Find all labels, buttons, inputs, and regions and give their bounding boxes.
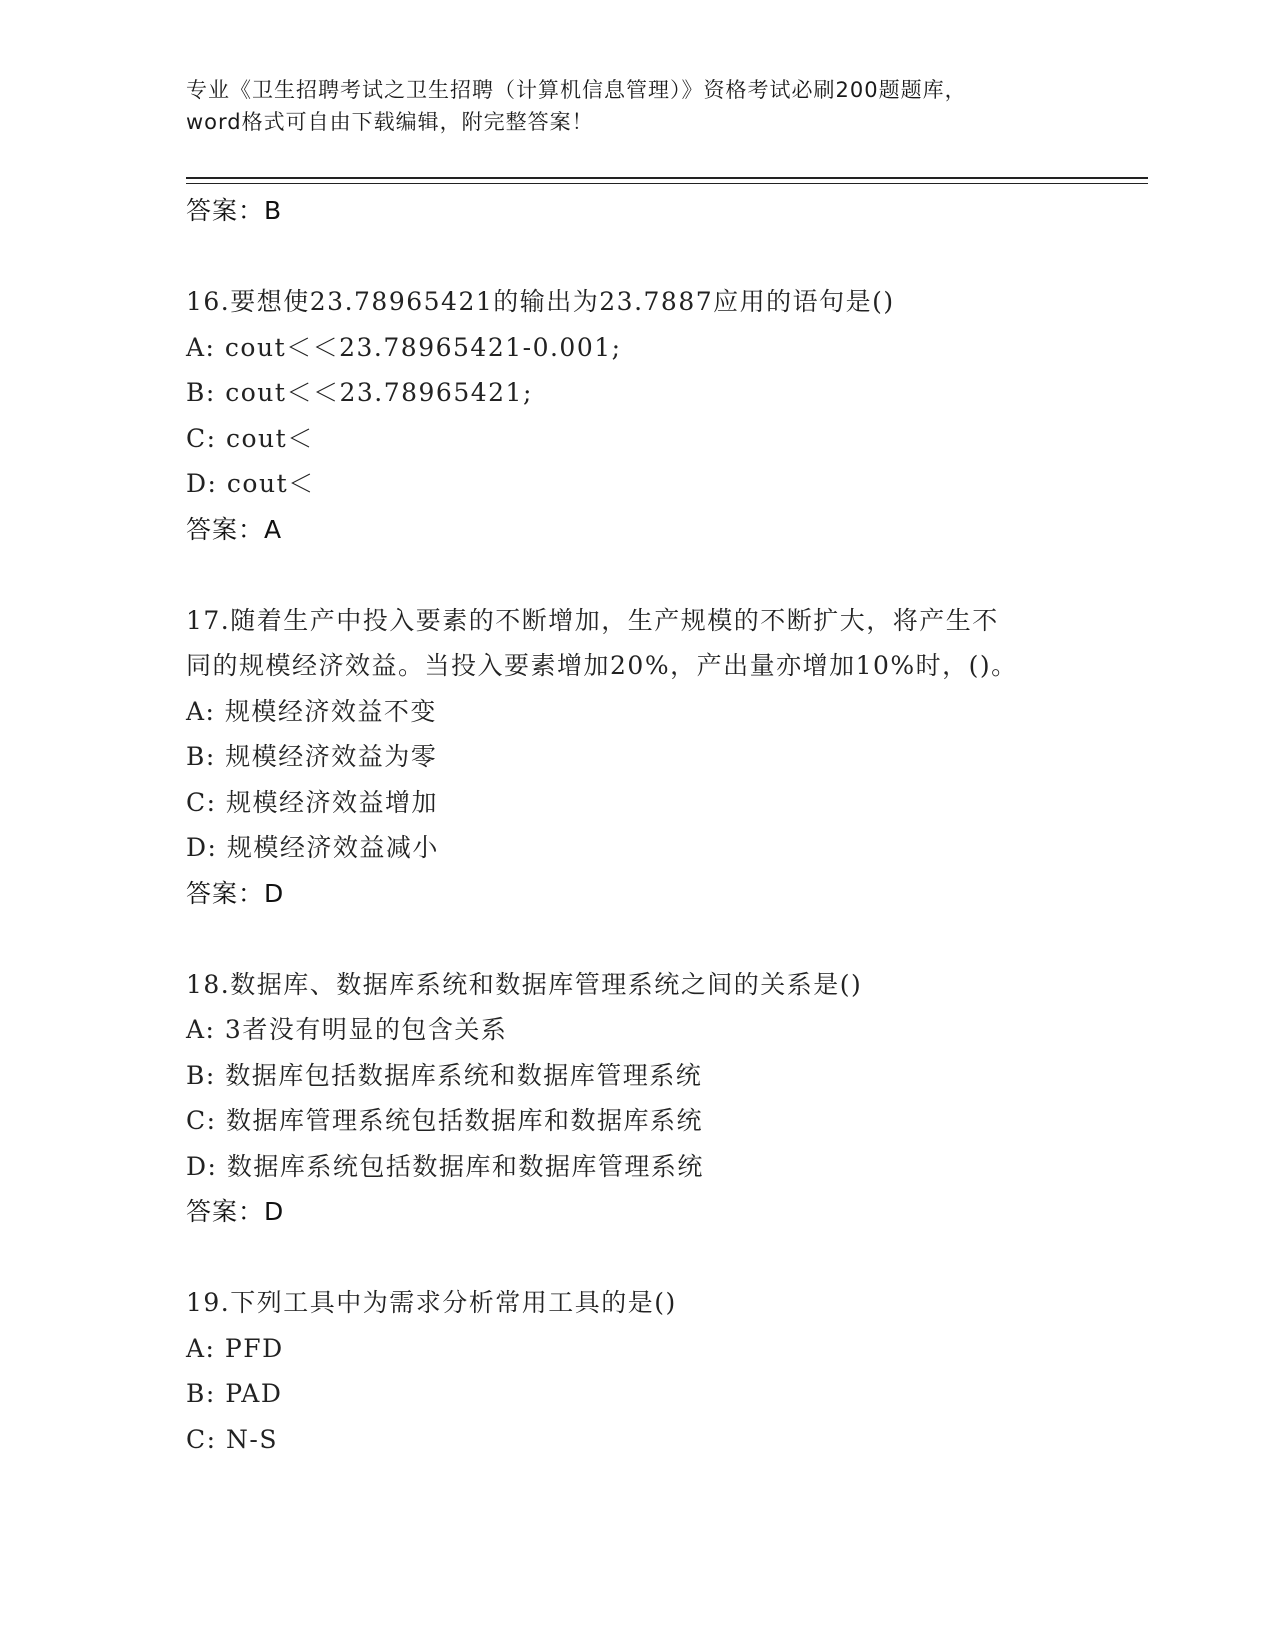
option-b: B: PAD: [186, 1379, 283, 1408]
option-d: D: 数据库系统包括数据库和数据库管理系统: [186, 1151, 704, 1181]
page-header: [186, 74, 1086, 138]
question-18: [186, 962, 1106, 1235]
header-line-2: word格式可自由下载编辑，附完整答案！: [186, 110, 594, 134]
header-divider: [186, 177, 1148, 179]
question-stem: 19.下列工具中为需求分析常用工具的是(): [186, 1288, 677, 1317]
question-stem: 17.随着生产中投入要素的不断增加，生产规模的不断扩大，将产生不: [186, 605, 999, 635]
spacer: [186, 552, 1106, 598]
header-divider-thin: [186, 183, 1148, 184]
question-stem-cont: 同的规模经济效益。当投入要素增加20%，产出量亦增加10%时，()。: [186, 651, 1018, 680]
option-c: C: cout＜: [186, 423, 314, 453]
option-b: B: 数据库包括数据库系统和数据库管理系统: [186, 1060, 703, 1090]
question-19: [186, 1280, 1106, 1462]
spacer: [186, 1235, 1106, 1281]
spacer: [186, 234, 1106, 280]
option-a: A: 3者没有明显的包含关系: [186, 1015, 508, 1044]
option-a: A: cout＜＜23.78965421-0.001;: [186, 332, 622, 362]
question-stem: 18.数据库、数据库系统和数据库管理系统之间的关系是(): [186, 969, 863, 999]
option-c: C: 规模经济效益增加: [186, 787, 438, 817]
option-c: C: 数据库管理系统包括数据库和数据库系统: [186, 1106, 703, 1135]
option-d: D: 规模经济效益减小: [186, 833, 439, 862]
header-line-1: 专业《卫生招聘考试之卫生招聘（计算机信息管理）》资格考试必刷200题题库，: [186, 78, 967, 102]
option-b: B: cout＜＜23.78965421;: [186, 378, 533, 407]
answer-line: 答案：B: [186, 196, 283, 225]
answer-line: 答案：D: [186, 878, 285, 908]
answer-line: 答案：D: [186, 1197, 285, 1226]
document-body: [186, 188, 1106, 1462]
option-a: A: PFD: [186, 1333, 284, 1363]
option-d: D: cout＜: [186, 469, 315, 498]
question-stem: 16.要想使23.78965421的输出为23.7887应用的语句是(): [186, 287, 895, 316]
spacer: [186, 916, 1106, 962]
option-c: C: N-S: [186, 1424, 278, 1454]
option-b: B: 规模经济效益为零: [186, 742, 438, 771]
option-a: A: 规模经济效益不变: [186, 696, 437, 726]
question-16: [186, 279, 1106, 552]
answer-line: 答案：A: [186, 514, 283, 544]
question-17: [186, 598, 1106, 917]
